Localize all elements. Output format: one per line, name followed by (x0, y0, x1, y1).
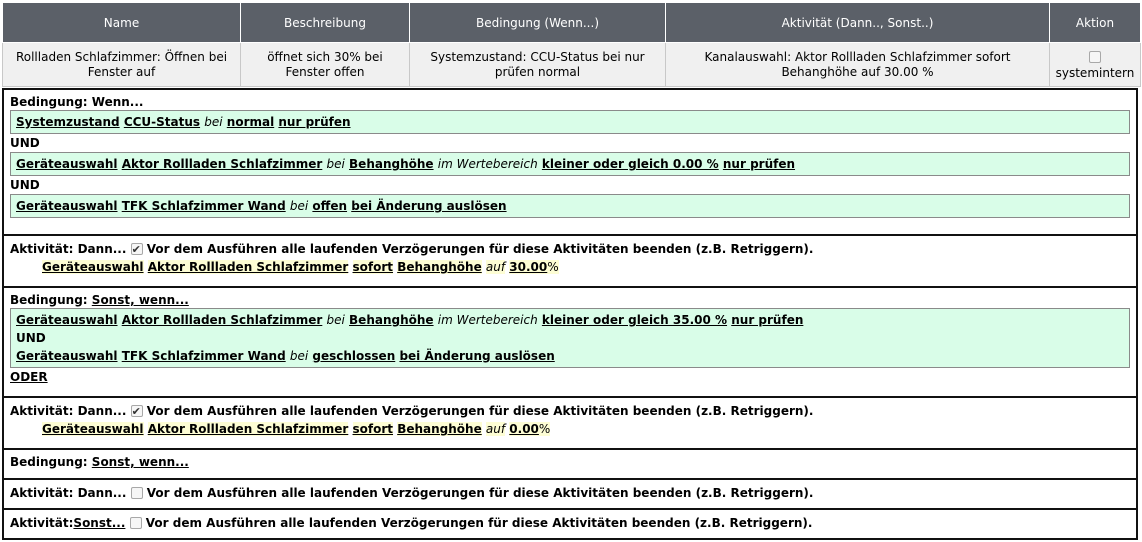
else-label: Aktivität: (10, 516, 74, 530)
condition-object-link[interactable]: Aktor Rollladen Schlafzimmer (121, 313, 323, 327)
elseif-link[interactable]: Sonst, wenn... (91, 455, 189, 469)
activity-item (10, 258, 1130, 276)
then-label: Aktivität: Dann... (10, 242, 127, 256)
activity-type-link[interactable]: Geräteauswahl (42, 422, 144, 436)
stop-delays-checkbox[interactable] (130, 517, 142, 529)
condition-object-link[interactable]: CCU-Status (123, 115, 201, 129)
program-condition-cell: Systemzustand: CCU-Status bei nur prüfen normal (410, 43, 666, 87)
activity-unit: % (547, 260, 559, 274)
activity-object-link[interactable]: Aktor Rollladen Schlafzimmer (147, 260, 349, 274)
program-editor (2, 88, 1138, 540)
condition-object-link[interactable]: Aktor Rollladen Schlafzimmer (121, 157, 323, 171)
condition-type-link[interactable]: Geräteauswahl (16, 313, 118, 327)
else-link[interactable]: Sonst... (73, 516, 126, 530)
elseif-label: Bedingung: (10, 455, 88, 469)
condition-value-link[interactable]: kleiner oder gleich 0.00 % (541, 157, 719, 171)
table-row (3, 43, 1141, 87)
condition-box (10, 194, 1130, 218)
condition-connector: bei (289, 199, 309, 213)
condition-connector: bei (326, 313, 345, 327)
activity-type-link[interactable]: Geräteauswahl (42, 260, 144, 274)
header-activity: Aktivität (Dann.., Sonst..) (666, 3, 1050, 43)
condition-value-link[interactable]: normal (226, 115, 275, 129)
activity-connector: auf (485, 422, 506, 436)
condition-box (10, 308, 1130, 368)
condition-box (10, 152, 1130, 176)
stop-delays-checkbox[interactable] (131, 243, 143, 255)
stop-delays-text: Vor dem Ausführen alle laufenden Verzögerungen für diese Aktivitäten beenden (z.B. Retriggern). (146, 404, 814, 418)
trigger-mode-link[interactable]: nur prüfen (278, 115, 351, 129)
then-block (2, 478, 1138, 508)
stop-delays-checkbox[interactable] (131, 405, 143, 417)
condition-range-text: im Wertebereich (437, 313, 538, 327)
activity-connector: auf (485, 260, 506, 274)
condition-parameter-link[interactable]: Behanghöhe (349, 313, 434, 327)
then-label: Aktivität: Dann... (10, 404, 127, 418)
und-operator[interactable]: UND (10, 136, 40, 150)
header-action: Aktion (1050, 3, 1141, 43)
activity-parameter-link[interactable]: Behanghöhe (397, 260, 482, 274)
activity-value-link[interactable]: 30.00 (509, 260, 548, 274)
trigger-mode-link[interactable]: nur prüfen (731, 313, 804, 327)
condition-object-link[interactable]: TFK Schlafzimmer Wand (121, 199, 286, 213)
program-action-cell (1050, 43, 1141, 87)
condition-box (10, 110, 1130, 134)
program-name-cell[interactable]: Rollladen Schlafzimmer: Öffnen bei Fenster auf (3, 43, 241, 87)
condition-range-text: im Wertebereich (437, 157, 538, 171)
program-activity-cell: Kanalauswahl: Aktor Rollladen Schlafzimmer sofort Behanghöhe auf 30.00 % (666, 43, 1050, 87)
activity-timing-link[interactable]: sofort (352, 260, 394, 274)
activity-parameter-link[interactable]: Behanghöhe (397, 422, 482, 436)
program-summary-table (2, 2, 1141, 87)
condition-connector: bei (204, 115, 223, 129)
program-description-cell[interactable]: öffnet sich 30% bei Fenster offen (241, 43, 410, 87)
condition-value-link[interactable]: geschlossen (312, 349, 396, 363)
then-block (2, 396, 1138, 448)
condition-value-link[interactable]: offen (312, 199, 348, 213)
elseif-block (2, 448, 1138, 478)
header-name: Name (3, 3, 241, 43)
systemintern-checkbox[interactable] (1089, 51, 1101, 63)
und-operator[interactable]: UND (16, 331, 46, 345)
elseif-link[interactable]: Sonst, wenn... (91, 293, 189, 307)
condition-type-link[interactable]: Geräteauswahl (16, 199, 118, 213)
systemintern-label: systemintern (1055, 65, 1135, 80)
else-block (2, 508, 1138, 540)
stop-delays-text: Vor dem Ausführen alle laufenden Verzögerungen für diese Aktivitäten beenden (z.B. Retriggern). (145, 516, 813, 530)
elseif-label: Bedingung: (10, 293, 88, 307)
activity-timing-link[interactable]: sofort (352, 422, 394, 436)
stop-delays-text: Vor dem Ausführen alle laufenden Verzögerungen für diese Aktivitäten beenden (z.B. Retriggern). (146, 242, 814, 256)
condition-connector: bei (289, 349, 309, 363)
condition-type-link[interactable]: Geräteauswahl (16, 157, 118, 171)
then-block (2, 234, 1138, 286)
activity-unit: % (538, 422, 551, 436)
stop-delays-text: Vor dem Ausführen alle laufenden Verzögerungen für diese Aktivitäten beenden (z.B. Retriggern). (146, 486, 814, 500)
condition-parameter-link[interactable]: Behanghöhe (349, 157, 434, 171)
header-description: Beschreibung (241, 3, 410, 43)
if-label: Bedingung: Wenn... (10, 95, 144, 109)
condition-object-link[interactable]: TFK Schlafzimmer Wand (121, 349, 286, 363)
trigger-mode-link[interactable]: nur prüfen (722, 157, 796, 171)
table-header-row (3, 3, 1141, 43)
condition-type-link[interactable]: Systemzustand (16, 115, 120, 129)
activity-item (10, 420, 1130, 438)
condition-value-link[interactable]: kleiner oder gleich 35.00 % (541, 313, 728, 327)
oder-operator[interactable]: ODER (10, 370, 48, 384)
und-operator[interactable]: UND (10, 178, 40, 192)
then-label: Aktivität: Dann... (10, 486, 127, 500)
trigger-mode-link[interactable]: bei Änderung auslösen (399, 349, 555, 363)
condition-type-link[interactable]: Geräteauswahl (16, 349, 118, 363)
condition-connector: bei (326, 157, 345, 171)
trigger-mode-link[interactable]: bei Änderung auslösen (351, 199, 507, 213)
stop-delays-checkbox[interactable] (131, 487, 143, 499)
elseif-block (2, 286, 1138, 396)
if-block (2, 88, 1138, 234)
activity-object-link[interactable]: Aktor Rollladen Schlafzimmer (147, 422, 349, 436)
activity-value-link[interactable]: 0.00 (509, 422, 539, 436)
header-condition: Bedingung (Wenn...) (410, 3, 666, 43)
